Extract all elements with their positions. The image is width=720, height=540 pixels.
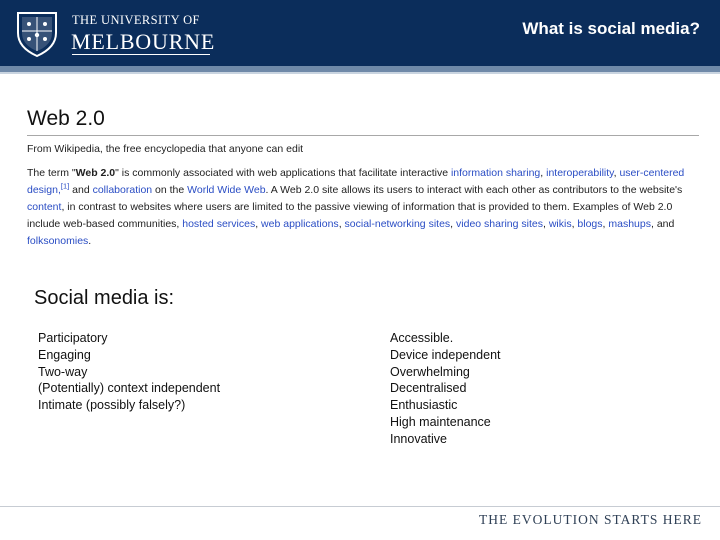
- wiki-link[interactable]: ,: [57, 184, 61, 196]
- wiki-text-run: on the: [152, 184, 188, 196]
- wiki-link[interactable]: folksonomies: [27, 235, 89, 247]
- footer-tagline: THE EVOLUTION STARTS HERE: [479, 512, 702, 527]
- list-item: Decentralised: [390, 381, 467, 396]
- wiki-text-run: ,: [542, 218, 549, 230]
- wiki-text-run: , and: [650, 218, 675, 230]
- list-item: Two-way: [38, 364, 88, 379]
- wiki-text-run: ,: [450, 218, 457, 230]
- list-item: Enthusiastic: [390, 398, 458, 413]
- right-list: [390, 330, 690, 448]
- list-item: Innovative: [390, 431, 447, 446]
- slide-header: [0, 0, 720, 66]
- wiki-text-run: . A Web 2.0 site allows its users to interact with each other as contributors to the website's: [265, 184, 683, 196]
- wiki-link[interactable]: information sharing: [450, 167, 541, 179]
- university-crest-icon: [14, 9, 60, 57]
- list-item: High maintenance: [390, 414, 491, 429]
- wiki-link[interactable]: interoperability: [546, 167, 614, 179]
- wiki-text-run: " is commonly associated with web applications that facilitate interactive: [115, 167, 451, 179]
- wiki-source-line: From Wikipedia, the free encyclopedia that anyone can edit: [27, 143, 304, 155]
- wiki-link[interactable]: blogs: [577, 218, 603, 230]
- slide-title: What is social media?: [522, 19, 700, 38]
- wiki-text-run: ,: [338, 218, 345, 230]
- list-item: Engaging: [38, 347, 91, 362]
- wiki-text-run: ,: [602, 218, 609, 230]
- wiki-link[interactable]: wikis: [548, 218, 572, 230]
- wiki-link[interactable]: social-networking sites: [344, 218, 451, 230]
- university-logo: [14, 9, 214, 57]
- footer-divider: [0, 506, 720, 507]
- wiki-link[interactable]: collaboration: [92, 184, 153, 196]
- logo-underline: [72, 54, 210, 55]
- wiki-link[interactable]: web applications: [261, 218, 339, 230]
- list-item: Participatory: [38, 331, 108, 345]
- wiki-link[interactable]: World Wide Web: [187, 184, 266, 196]
- wiki-divider: [27, 135, 699, 136]
- wiki-link[interactable]: [1]: [60, 181, 70, 191]
- wiki-link[interactable]: video sharing sites: [456, 218, 543, 230]
- wiki-body: [27, 165, 703, 250]
- header-rule-light: [0, 72, 720, 74]
- list-item: Device independent: [390, 347, 501, 362]
- wiki-text-run: and: [69, 184, 93, 196]
- wiki-text-run: , in contrast to websites where users are limited to the passive viewing of information that is provided to them. Examples of Web 2.0 include web-based communities,: [27, 201, 673, 230]
- list-item: Intimate (possibly falsely?): [38, 398, 186, 413]
- wiki-text-run: The term ": [27, 167, 76, 179]
- logo-line-2: MELBOURNE: [71, 29, 216, 54]
- wiki-text-run: ,: [571, 218, 578, 230]
- wiki-title: Web 2.0: [27, 107, 105, 130]
- wiki-text-run: ,: [540, 167, 547, 179]
- wiki-text-run: ,: [255, 218, 262, 230]
- list-item: Overwhelming: [390, 364, 470, 379]
- list-item: (Potentially) context independent: [38, 381, 221, 396]
- wiki-link[interactable]: hosted services: [182, 218, 256, 230]
- wiki-link[interactable]: user-centered design: [27, 167, 685, 196]
- wikipedia-excerpt: [27, 106, 703, 250]
- left-list: [38, 330, 338, 414]
- list-item: Accessible.: [390, 331, 454, 345]
- wiki-link[interactable]: mashups: [608, 218, 651, 230]
- wiki-link[interactable]: content: [27, 201, 62, 213]
- wiki-text-run: .: [88, 235, 92, 247]
- wiki-text-run: ,: [613, 167, 620, 179]
- section-heading: Social media is:: [34, 287, 175, 309]
- wiki-text-run: Web 2.0: [75, 167, 116, 179]
- logo-line-1: THE UNIVERSITY OF: [72, 13, 200, 27]
